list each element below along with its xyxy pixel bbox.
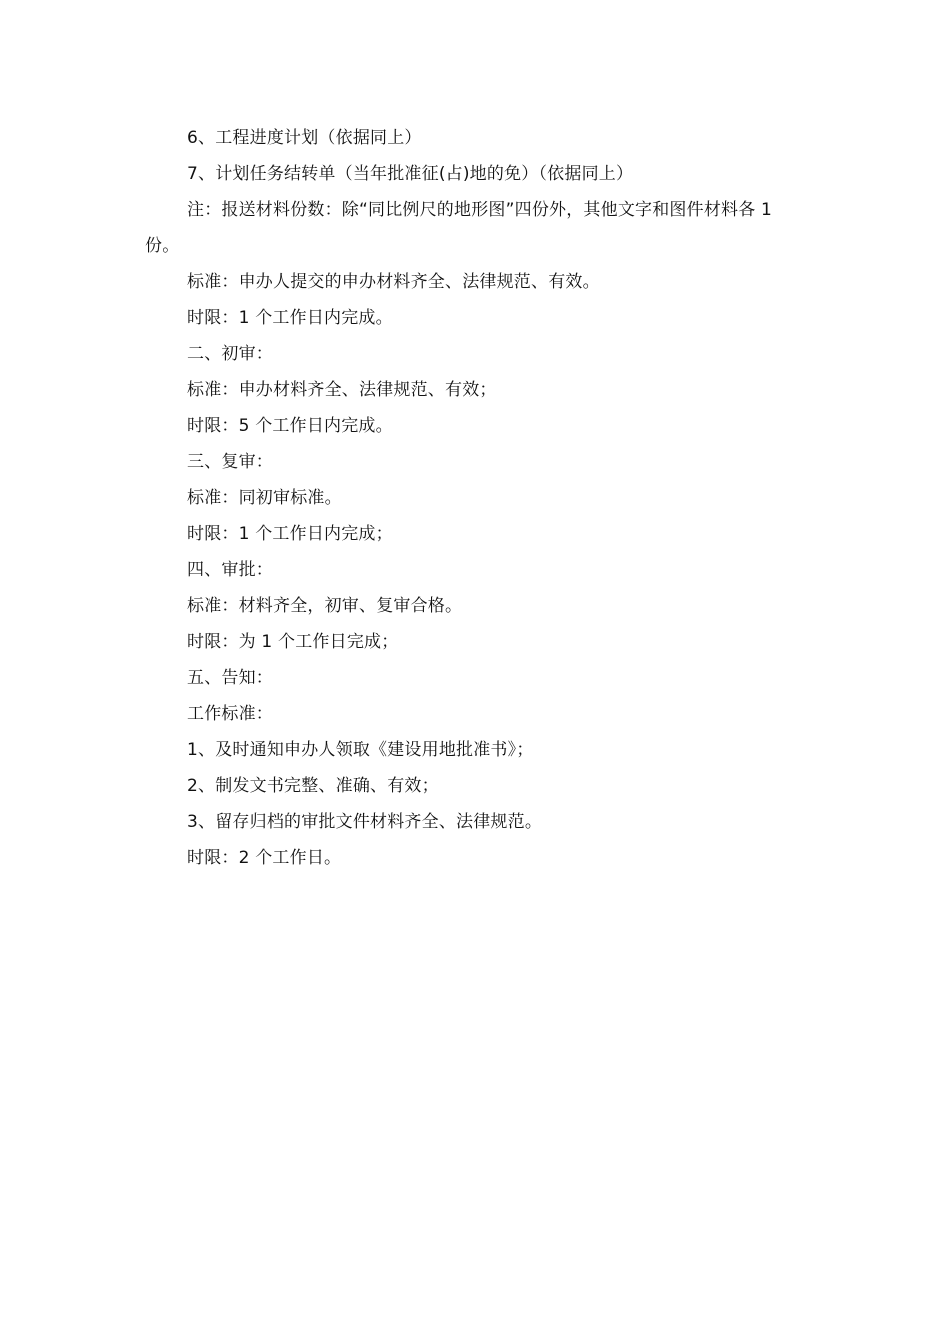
acceptance-time-limit: 时限：1 个工作日内完成。 — [187, 308, 393, 328]
approval-time-limit: 时限：为 1 个工作日完成； — [187, 632, 399, 652]
re-review-time-limit: 时限：1 个工作日内完成； — [187, 524, 393, 544]
document-body — [145, 120, 810, 876]
item-6-progress-plan: 6、工程进度计划（依据同上） — [187, 128, 422, 148]
work-standard-item-1: 1、及时通知申办人领取《建设用地批准书》； — [187, 740, 534, 760]
acceptance-standard: 标准：申办人提交的申办材料齐全、法律规范、有效。 — [187, 272, 600, 292]
item-7-task-transfer: 7、计划任务结转单（当年批准征(占)地的免）（依据同上） — [187, 164, 634, 184]
initial-review-time-limit: 时限：5 个工作日内完成。 — [187, 416, 393, 436]
section-re-review: 三、复审： — [187, 452, 273, 472]
work-standard-item-3: 3、留存归档的审批文件材料齐全、法律规范。 — [187, 812, 543, 832]
section-notification: 五、告知： — [187, 668, 273, 688]
initial-review-standard: 标准：申办材料齐全、法律规范、有效； — [187, 380, 497, 400]
notification-time-limit: 时限：2 个工作日。 — [187, 848, 342, 868]
section-initial-review: 二、初审： — [187, 344, 273, 364]
work-standard-item-2: 2、制发文书完整、准确、有效； — [187, 776, 439, 796]
note-copies: 注：报送材料份数：除“同比例尺的地形图”四份外，其他文字和图件材料各 1 份。 — [145, 200, 773, 256]
approval-standard: 标准：材料齐全，初审、复审合格。 — [187, 596, 463, 616]
work-standard-heading: 工作标准： — [187, 704, 273, 724]
re-review-standard: 标准：同初审标准。 — [187, 488, 342, 508]
section-approval: 四、审批： — [187, 560, 273, 580]
